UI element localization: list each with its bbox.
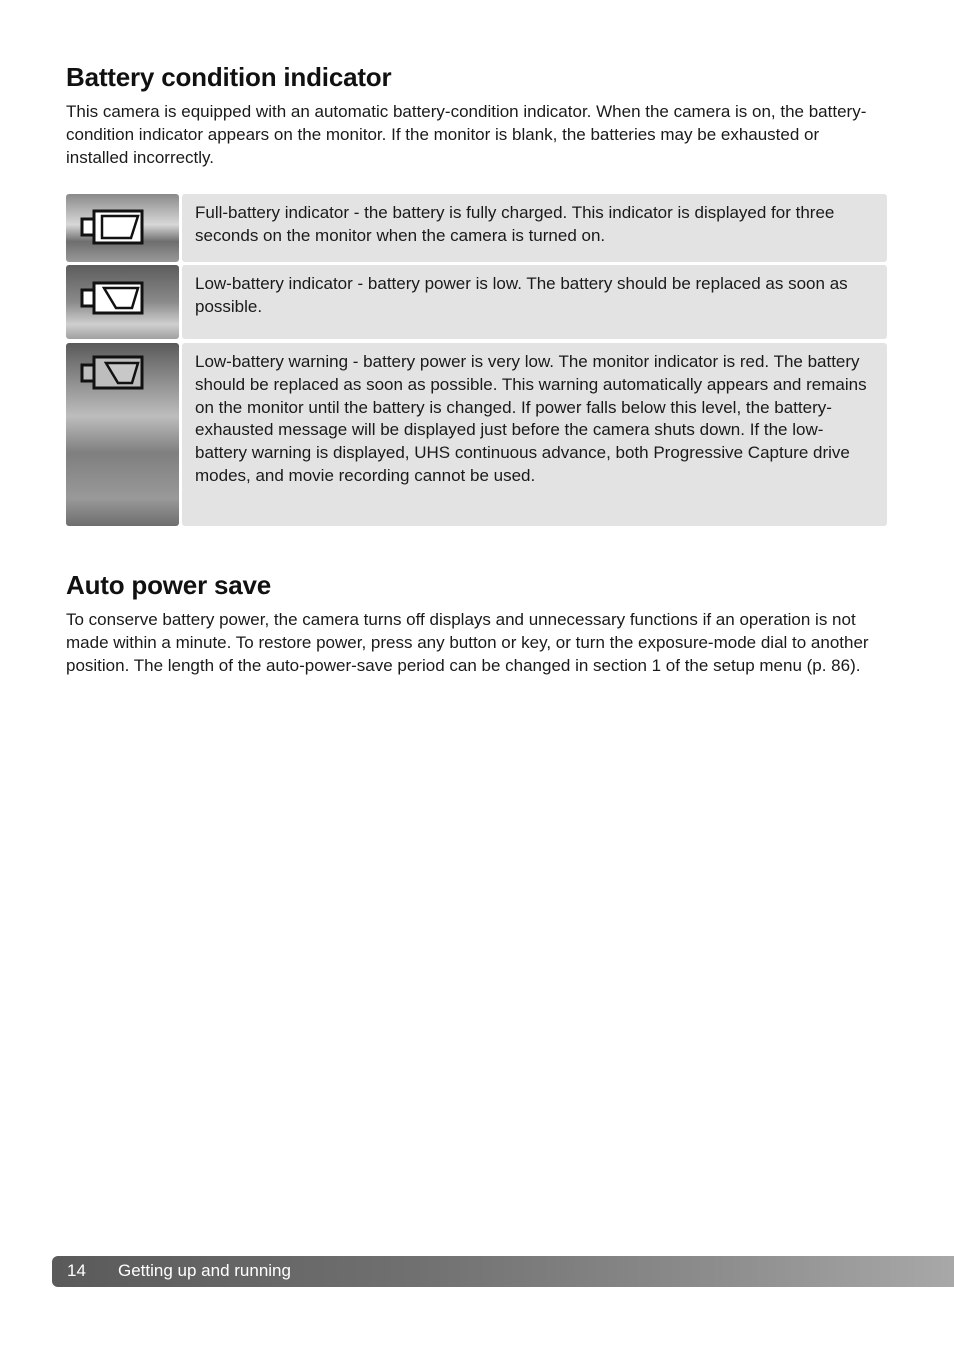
low-battery-icon bbox=[66, 265, 179, 339]
battery-section-title: Battery condition indicator bbox=[66, 62, 392, 92]
indicator-description: Low-battery warning - battery power is very low. The monitor indicator is red. The battery should be replaced as soon as possible. This warning automatically appears and remains on the monitor until the battery is changed. If power falls below this level, the battery-exhausted message will be displayed just before the camera shuts down. If the low-battery warning is displayed, UHS continuous advance, both Progressive Capture drive modes, and movie recording cannot be used. bbox=[182, 343, 887, 526]
indicator-row-full bbox=[66, 194, 887, 262]
auto-power-section-body: To conserve battery power, the camera turns off displays and unnecessary functions if an operation is not made within a minute. To restore power, press any button or key, or turn the exposure-mode dial to another position. The length of the auto-power-save period can be changed in section 1 of the setup menu (p. 86). bbox=[66, 610, 869, 675]
low-battery-warning-icon bbox=[66, 343, 179, 526]
footer-section-name: Getting up and running bbox=[118, 1261, 291, 1280]
auto-power-section-title: Auto power save bbox=[66, 570, 272, 600]
page-footer bbox=[52, 1256, 954, 1287]
indicator-description: Low-battery indicator - battery power is low. The battery should be replaced as soon as possible. bbox=[182, 265, 887, 339]
page-number: 14 bbox=[67, 1261, 86, 1280]
indicator-row-low bbox=[66, 265, 887, 339]
indicator-row-warning bbox=[66, 343, 887, 526]
battery-section-intro: This camera is equipped with an automatic battery-condition indicator. When the camera is on, the battery-condition indicator appears on the monitor. If the monitor is blank, the batteries may be exhausted or installed incorrectly. bbox=[66, 102, 867, 167]
indicator-description: Full-battery indicator - the battery is fully charged. This indicator is displayed for three seconds on the monitor when the camera is turned on. bbox=[182, 194, 887, 262]
full-battery-icon bbox=[66, 194, 179, 262]
